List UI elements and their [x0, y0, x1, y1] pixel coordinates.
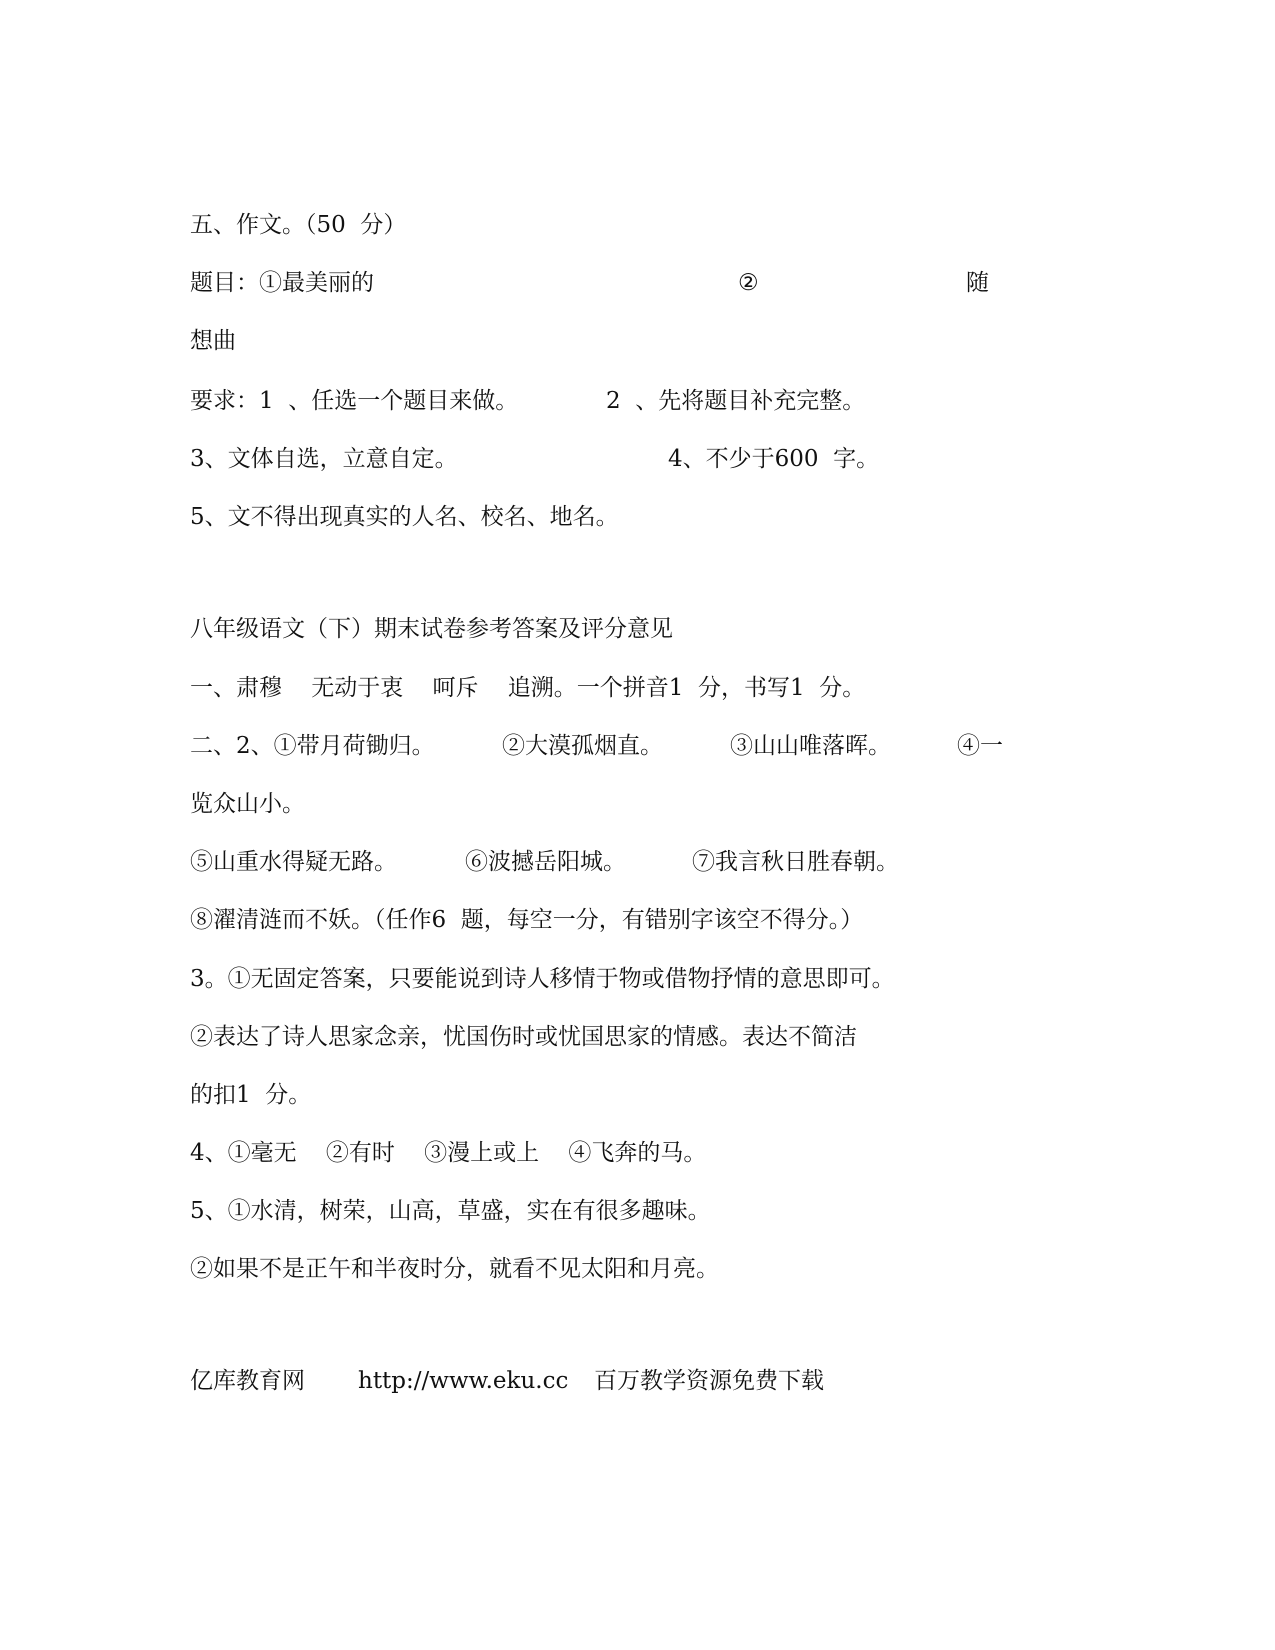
- answer-2-item-8: ⑧濯清涟而不妖。（任作6 题，每空一分，有错别字该空不得分。）: [190, 907, 864, 933]
- requirement-1: 要求：1 、任选一个题目来做。: [190, 388, 519, 414]
- footer-url[interactable]: http://www.eku.cc: [358, 1368, 569, 1394]
- answer-4: 4、①毫无 ②有时 ③漫上或上 ④飞奔的马。: [190, 1140, 707, 1166]
- answer-2-item-7: ⑦我言秋日胜春朝。: [692, 849, 899, 875]
- answer-2-item-1: 二、2、①带月荷锄归。: [190, 733, 435, 759]
- requirement-4: 4、不少于600 字。: [668, 446, 880, 472]
- answer-2-item-6: ⑥波撼岳阳城。: [465, 849, 626, 875]
- answer-3-item-1: 3。①无固定答案，只要能说到诗人移情于物或借物抒情的意思即可。: [190, 966, 895, 992]
- composition-topic-b-mid: 随: [966, 270, 989, 296]
- answer-2-item-4-cont: 览众山小。: [190, 791, 305, 817]
- composition-topic-a: 题目：①最美丽的: [190, 270, 374, 296]
- answer-5-item-1: 5、①水清，树荣，山高，草盛，实在有很多趣味。: [190, 1198, 711, 1224]
- answer-1: 一、肃穆 无动于衷 呵斥 追溯。一个拼音1 分，书写1 分。: [190, 675, 866, 701]
- answer-3-item-2-cont: 的扣1 分。: [190, 1082, 312, 1108]
- requirement-2: 2 、先将题目补充完整。: [606, 388, 866, 414]
- answer-2-item-4: ④一: [957, 733, 1003, 759]
- answer-3-item-2: ②表达了诗人思家念亲，忧国伤时或忧国思家的情感。表达不简洁: [190, 1024, 857, 1050]
- composition-topic-b-end: 想曲: [190, 328, 236, 354]
- composition-heading: 五、作文。（50 分）: [190, 212, 407, 238]
- answer-5-item-2: ②如果不是正午和半夜时分，就看不见太阳和月亮。: [190, 1256, 719, 1282]
- requirement-5: 5、文不得出现真实的人名、校名、地名。: [190, 504, 619, 530]
- answers-title: 八年级语文（下）期末试卷参考答案及评分意见: [190, 616, 673, 642]
- footer-site-name: 亿库教育网: [190, 1368, 305, 1394]
- footer-slogan: 百万教学资源免费下载: [594, 1368, 824, 1394]
- answer-2-item-2: ②大漠孤烟直。: [502, 733, 663, 759]
- requirement-3: 3、文体自选，立意自定。: [190, 446, 458, 472]
- composition-topic-b-number: ②: [738, 270, 759, 296]
- answer-2-item-3: ③山山唯落晖。: [730, 733, 891, 759]
- answer-2-item-5: ⑤山重水得疑无路。: [190, 849, 397, 875]
